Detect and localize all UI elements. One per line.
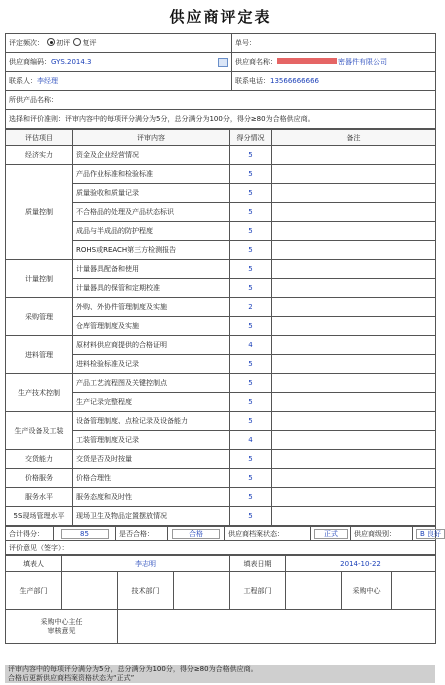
eval-content: 计量器具配备和使用 <box>73 260 230 279</box>
eval-content: 工装管理制度及记录 <box>73 431 230 450</box>
eval-content: 原材料供应商提供的合格证明 <box>73 336 230 355</box>
eval-content: 成品与半成品的防护程度 <box>73 222 230 241</box>
table-row <box>6 165 436 184</box>
eval-content: 外购、外协件管理制度及实施 <box>73 298 230 317</box>
eval-remark[interactable] <box>272 488 436 507</box>
eval-score[interactable]: 5 <box>230 260 272 279</box>
supplier-name-cell[interactable]: 供应商名称： 密器件有限公司 <box>232 53 436 72</box>
eval-content: 生产记录完整程度 <box>73 393 230 412</box>
eval-score[interactable]: 2 <box>230 298 272 317</box>
eval-remark[interactable] <box>272 222 436 241</box>
eval-content: 设备管理制度、点检记录及设备能力 <box>73 412 230 431</box>
eval-remark[interactable] <box>272 260 436 279</box>
eval-score[interactable]: 5 <box>230 469 272 488</box>
table-row <box>6 450 436 469</box>
dept-production-sign[interactable] <box>62 572 118 610</box>
signature-table: 填表人 李志明 填表日期 2014-10-22 生产部门 技术部门 工程部门 采购中心 采购中心主任 审核意见 <box>5 555 436 644</box>
eval-remark[interactable] <box>272 374 436 393</box>
eval-score[interactable]: 4 <box>230 431 272 450</box>
eval-remark[interactable] <box>272 393 436 412</box>
opinion-cell[interactable]: 评价意见（签字）： <box>6 541 436 555</box>
score-table <box>5 129 436 526</box>
eval-item: 交货能力 <box>6 450 73 469</box>
eval-content: 仓库管理制度及实施 <box>73 317 230 336</box>
header-table <box>5 33 436 129</box>
eval-content: 质量验收和质量记录 <box>73 184 230 203</box>
dept-production: 生产部门 <box>6 572 62 610</box>
dept-tech: 技术部门 <box>118 572 174 610</box>
pass-result: 合格 <box>168 527 225 541</box>
supplier-code-value: GYS.2014.3 <box>51 58 92 66</box>
doc-number-cell[interactable]: 单号： <box>232 34 436 53</box>
eval-score[interactable]: 5 <box>230 165 272 184</box>
eval-remark[interactable] <box>272 431 436 450</box>
table-row <box>6 374 436 393</box>
lookup-icon[interactable] <box>218 58 228 67</box>
col-header-content: 评审内容 <box>73 130 230 146</box>
eval-item: 生产技术控制 <box>6 374 73 412</box>
eval-score[interactable]: 5 <box>230 184 272 203</box>
eval-score[interactable]: 4 <box>230 336 272 355</box>
eval-remark[interactable] <box>272 241 436 260</box>
dept-purchasing-sign[interactable] <box>392 572 436 610</box>
eval-item: 采购管理 <box>6 298 73 336</box>
page-title: 供应商评定表 <box>169 8 272 26</box>
table-row <box>6 412 436 431</box>
eval-score[interactable]: 5 <box>230 450 272 469</box>
eval-item: 经济实力 <box>6 146 73 165</box>
eval-remark[interactable] <box>272 412 436 431</box>
summary-table: 合计得分： 85 是否合格： 合格 供应商档案状态： 正式 供应商级别： B 良好 评价意见（签字）： <box>5 526 436 555</box>
eval-remark[interactable] <box>272 317 436 336</box>
manager-review-label: 采购中心主任 审核意见 <box>6 610 118 644</box>
table-row <box>6 146 436 165</box>
eval-content: 服务态度和及时性 <box>73 488 230 507</box>
eval-frequency-cell: 评定频次： 初评 复评 <box>6 34 232 53</box>
table-row <box>6 298 436 317</box>
archive-status: 正式 <box>311 527 351 541</box>
eval-score[interactable]: 5 <box>230 374 272 393</box>
eval-remark[interactable] <box>272 355 436 374</box>
eval-score[interactable]: 5 <box>230 317 272 336</box>
col-header-score: 得分情况 <box>230 130 272 146</box>
dept-tech-sign[interactable] <box>174 572 230 610</box>
table-row <box>6 488 436 507</box>
table-row <box>6 336 436 355</box>
redaction-mark <box>277 58 337 64</box>
eval-remark[interactable] <box>272 507 436 526</box>
phone-cell[interactable]: 联系电话：13566666666 <box>232 72 436 91</box>
table-row <box>6 260 436 279</box>
eval-item: 计量控制 <box>6 260 73 298</box>
eval-score[interactable]: 5 <box>230 355 272 374</box>
eval-remark[interactable] <box>272 184 436 203</box>
eval-remark[interactable] <box>272 450 436 469</box>
eval-score[interactable]: 5 <box>230 507 272 526</box>
manager-review-input[interactable] <box>118 610 436 644</box>
re-eval-radio[interactable] <box>73 38 81 46</box>
evaluation-form <box>5 33 442 644</box>
eval-content: 不合格品的处理及产品状态标识 <box>73 203 230 222</box>
eval-content: 产品作业标准和检验标准 <box>73 165 230 184</box>
eval-content: ROHS或REACH第三方检测报告 <box>73 241 230 260</box>
products-cell[interactable]: 所供产品名称： <box>6 91 436 110</box>
eval-score[interactable]: 5 <box>230 412 272 431</box>
eval-content: 交货是否及时按量 <box>73 450 230 469</box>
table-row <box>6 469 436 488</box>
eval-score[interactable]: 5 <box>230 279 272 298</box>
eval-remark[interactable] <box>272 165 436 184</box>
eval-item: 价格服务 <box>6 469 73 488</box>
eval-item: 服务水平 <box>6 488 73 507</box>
eval-item: 质量控制 <box>6 165 73 260</box>
eval-score[interactable]: 5 <box>230 241 272 260</box>
eval-content: 进料检验标准及记录 <box>73 355 230 374</box>
eval-item: 5S现场管理水平 <box>6 507 73 526</box>
eval-remark[interactable] <box>272 469 436 488</box>
dept-purchasing: 采购中心 <box>342 572 392 610</box>
filler-name[interactable]: 李志明 <box>62 556 230 572</box>
eval-remark[interactable] <box>272 279 436 298</box>
supplier-level: B 良好 <box>413 527 436 541</box>
supplier-code-cell[interactable]: 供应商编码：GYS.2014.3 <box>6 53 232 72</box>
initial-radio[interactable] <box>47 38 55 46</box>
eval-item: 进料管理 <box>6 336 73 374</box>
eval-content: 现场卫生及物品定置摆放情况 <box>73 507 230 526</box>
eval-remark[interactable] <box>272 298 436 317</box>
rule-text: 选择和评价准则：评审内容中的每项评分满分为5分，总分满分为100分，得分≥80为合格供应商。 <box>6 110 436 129</box>
fill-date[interactable]: 2014-10-22 <box>286 556 436 572</box>
dept-engineering: 工程部门 <box>230 572 286 610</box>
eval-content: 价格合理性 <box>73 469 230 488</box>
eval-remark[interactable] <box>272 336 436 355</box>
table-row <box>6 507 436 526</box>
contact-cell[interactable]: 联系人：李经理 <box>6 72 232 91</box>
eval-score[interactable]: 5 <box>230 146 272 165</box>
eval-score[interactable]: 5 <box>230 488 272 507</box>
eval-content: 资金及企业经营情况 <box>73 146 230 165</box>
dept-engineering-sign[interactable] <box>286 572 342 610</box>
eval-score[interactable]: 5 <box>230 222 272 241</box>
eval-score[interactable]: 5 <box>230 393 272 412</box>
eval-remark[interactable] <box>272 203 436 222</box>
eval-remark[interactable] <box>272 146 436 165</box>
col-header-item: 评估项目 <box>6 130 73 146</box>
eval-score[interactable]: 5 <box>230 203 272 222</box>
eval-content: 产品工艺流程图及关键控制点 <box>73 374 230 393</box>
total-score: 85 <box>54 527 116 541</box>
footer-note: 评审内容中的每项评分满分为5分，总分满分为100分，得分≥80为合格供应商。 合格后更新供应商档案资格状态为“正式” <box>5 665 435 683</box>
col-header-remark: 备注 <box>272 130 436 146</box>
eval-content: 计量器具的保管和定期校准 <box>73 279 230 298</box>
eval-item: 生产设备及工装 <box>6 412 73 450</box>
